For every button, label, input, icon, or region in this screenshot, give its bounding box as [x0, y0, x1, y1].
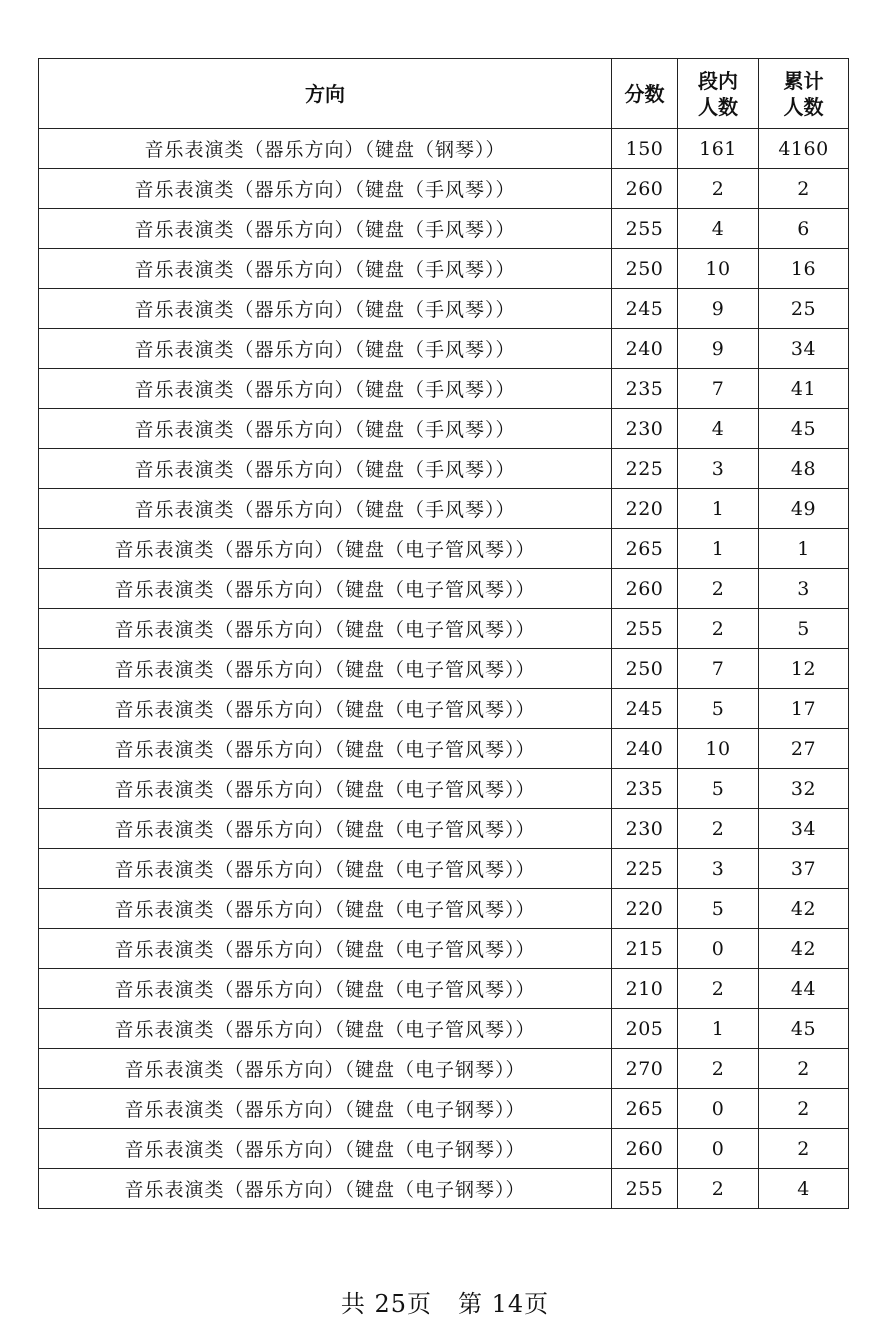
cell-direction: 音乐表演类（器乐方向）（键盘（手风琴））: [39, 409, 612, 449]
table-body: [39, 129, 849, 1209]
cell-in-band-count: 2: [678, 169, 759, 209]
table-row: [39, 849, 849, 889]
cell-direction: 音乐表演类（器乐方向）（键盘（电子管风琴））: [39, 849, 612, 889]
cell-in-band-count: 0: [678, 1089, 759, 1129]
page-footer: [0, 1284, 890, 1319]
cell-direction: 音乐表演类（器乐方向）（键盘（电子管风琴））: [39, 809, 612, 849]
cell-in-band-count: 1: [678, 529, 759, 569]
table-row: [39, 369, 849, 409]
cell-cumulative-count: 42: [759, 929, 849, 969]
cell-cumulative-count: 32: [759, 769, 849, 809]
cell-score: 260: [612, 1129, 678, 1169]
table-row: [39, 569, 849, 609]
cell-in-band-count: 2: [678, 969, 759, 1009]
cell-direction: 音乐表演类（器乐方向）（键盘（手风琴））: [39, 449, 612, 489]
cell-in-band-count: 4: [678, 209, 759, 249]
cell-in-band-count: 9: [678, 289, 759, 329]
cell-cumulative-count: 44: [759, 969, 849, 1009]
cell-score: 220: [612, 889, 678, 929]
cell-score: 240: [612, 329, 678, 369]
table-row: [39, 929, 849, 969]
total-pages: 共 25页: [340, 1290, 432, 1318]
cell-direction: 音乐表演类（器乐方向）（键盘（电子管风琴））: [39, 569, 612, 609]
cell-direction: 音乐表演类（器乐方向）（键盘（电子管风琴））: [39, 1009, 612, 1049]
cell-score: 240: [612, 729, 678, 769]
cell-score: 215: [612, 929, 678, 969]
table-row: [39, 129, 849, 169]
cell-direction: 音乐表演类（器乐方向）（键盘（钢琴））: [39, 129, 612, 169]
cell-direction: 音乐表演类（器乐方向）（键盘（电子管风琴））: [39, 689, 612, 729]
cell-score: 220: [612, 489, 678, 529]
cell-cumulative-count: 48: [759, 449, 849, 489]
cell-direction: 音乐表演类（器乐方向）（键盘（电子钢琴））: [39, 1169, 612, 1209]
cell-cumulative-count: 27: [759, 729, 849, 769]
header-score: 分数: [612, 59, 678, 129]
header-direction: 方向: [39, 59, 612, 129]
cell-direction: 音乐表演类（器乐方向）（键盘（电子管风琴））: [39, 649, 612, 689]
cell-score: 230: [612, 809, 678, 849]
cell-score: 255: [612, 209, 678, 249]
cell-in-band-count: 2: [678, 1169, 759, 1209]
cell-score: 210: [612, 969, 678, 1009]
table-row: [39, 329, 849, 369]
cell-cumulative-count: 45: [759, 409, 849, 449]
cell-score: 230: [612, 409, 678, 449]
cell-in-band-count: 10: [678, 249, 759, 289]
cell-score: 260: [612, 569, 678, 609]
cell-cumulative-count: 34: [759, 809, 849, 849]
cell-in-band-count: 2: [678, 1049, 759, 1089]
cell-score: 225: [612, 449, 678, 489]
table-row: [39, 889, 849, 929]
cell-cumulative-count: 4160: [759, 129, 849, 169]
cell-cumulative-count: 2: [759, 1089, 849, 1129]
cell-direction: 音乐表演类（器乐方向）（键盘（手风琴））: [39, 369, 612, 409]
cell-direction: 音乐表演类（器乐方向）（键盘（手风琴））: [39, 209, 612, 249]
cell-in-band-count: 0: [678, 929, 759, 969]
cell-direction: 音乐表演类（器乐方向）（键盘（电子钢琴））: [39, 1089, 612, 1129]
cell-score: 255: [612, 1169, 678, 1209]
cell-cumulative-count: 49: [759, 489, 849, 529]
cell-in-band-count: 5: [678, 689, 759, 729]
cell-in-band-count: 1: [678, 1009, 759, 1049]
table-row: [39, 1009, 849, 1049]
cell-cumulative-count: 41: [759, 369, 849, 409]
cell-direction: 音乐表演类（器乐方向）（键盘（电子钢琴））: [39, 1049, 612, 1089]
table-row: [39, 449, 849, 489]
cell-score: 245: [612, 289, 678, 329]
table-row: [39, 649, 849, 689]
cell-score: 150: [612, 129, 678, 169]
table-row: [39, 289, 849, 329]
cell-direction: 音乐表演类（器乐方向）（键盘（电子钢琴））: [39, 1129, 612, 1169]
cell-direction: 音乐表演类（器乐方向）（键盘（电子管风琴））: [39, 889, 612, 929]
table-row: [39, 249, 849, 289]
cell-score: 245: [612, 689, 678, 729]
cell-score: 265: [612, 529, 678, 569]
table-row: [39, 489, 849, 529]
cell-direction: 音乐表演类（器乐方向）（键盘（手风琴））: [39, 169, 612, 209]
cell-cumulative-count: 1: [759, 529, 849, 569]
cell-in-band-count: 2: [678, 809, 759, 849]
cell-direction: 音乐表演类（器乐方向）（键盘（电子管风琴））: [39, 729, 612, 769]
cell-in-band-count: 10: [678, 729, 759, 769]
cell-score: 235: [612, 369, 678, 409]
table-row: [39, 1049, 849, 1089]
cell-in-band-count: 5: [678, 769, 759, 809]
cell-cumulative-count: 45: [759, 1009, 849, 1049]
table-row: [39, 1129, 849, 1169]
cell-direction: 音乐表演类（器乐方向）（键盘（手风琴））: [39, 249, 612, 289]
header-cumulative-count: 累计 人数: [759, 59, 849, 129]
cell-cumulative-count: 2: [759, 1049, 849, 1089]
table-row: [39, 969, 849, 1009]
cell-in-band-count: 7: [678, 369, 759, 409]
cell-direction: 音乐表演类（器乐方向）（键盘（手风琴））: [39, 289, 612, 329]
cell-in-band-count: 0: [678, 1129, 759, 1169]
cell-cumulative-count: 16: [759, 249, 849, 289]
cell-in-band-count: 5: [678, 889, 759, 929]
cell-cumulative-count: 2: [759, 1129, 849, 1169]
score-distribution-table: [38, 58, 849, 1209]
table-row: [39, 209, 849, 249]
cell-cumulative-count: 37: [759, 849, 849, 889]
cell-direction: 音乐表演类（器乐方向）（键盘（电子管风琴））: [39, 529, 612, 569]
cell-direction: 音乐表演类（器乐方向）（键盘（手风琴））: [39, 489, 612, 529]
cell-in-band-count: 2: [678, 569, 759, 609]
cell-score: 270: [612, 1049, 678, 1089]
table-row: [39, 1089, 849, 1129]
cell-in-band-count: 9: [678, 329, 759, 369]
table-row: [39, 769, 849, 809]
cell-in-band-count: 2: [678, 609, 759, 649]
cell-in-band-count: 1: [678, 489, 759, 529]
cell-score: 250: [612, 649, 678, 689]
cell-cumulative-count: 34: [759, 329, 849, 369]
cell-direction: 音乐表演类（器乐方向）（键盘（电子管风琴））: [39, 969, 612, 1009]
header-row: [39, 59, 849, 129]
table-header: [39, 59, 849, 129]
cell-cumulative-count: 4: [759, 1169, 849, 1209]
cell-cumulative-count: 25: [759, 289, 849, 329]
current-page: 第 14页: [458, 1290, 550, 1318]
cell-cumulative-count: 5: [759, 609, 849, 649]
cell-direction: 音乐表演类（器乐方向）（键盘（电子管风琴））: [39, 769, 612, 809]
cell-cumulative-count: 3: [759, 569, 849, 609]
cell-in-band-count: 161: [678, 129, 759, 169]
cell-cumulative-count: 17: [759, 689, 849, 729]
cell-direction: 音乐表演类（器乐方向）（键盘（电子管风琴））: [39, 609, 612, 649]
table-row: [39, 529, 849, 569]
cell-score: 250: [612, 249, 678, 289]
cell-in-band-count: 4: [678, 409, 759, 449]
cell-score: 255: [612, 609, 678, 649]
cell-in-band-count: 3: [678, 449, 759, 489]
cell-cumulative-count: 12: [759, 649, 849, 689]
table-row: [39, 609, 849, 649]
cell-in-band-count: 7: [678, 649, 759, 689]
cell-score: 265: [612, 1089, 678, 1129]
cell-cumulative-count: 42: [759, 889, 849, 929]
table-row: [39, 409, 849, 449]
cell-score: 260: [612, 169, 678, 209]
cell-score: 235: [612, 769, 678, 809]
cell-cumulative-count: 2: [759, 169, 849, 209]
table-row: [39, 809, 849, 849]
cell-direction: 音乐表演类（器乐方向）（键盘（电子管风琴））: [39, 929, 612, 969]
table-row: [39, 169, 849, 209]
table-row: [39, 689, 849, 729]
cell-score: 225: [612, 849, 678, 889]
cell-cumulative-count: 6: [759, 209, 849, 249]
table-row: [39, 729, 849, 769]
table-row: [39, 1169, 849, 1209]
cell-in-band-count: 3: [678, 849, 759, 889]
header-in-band-count: 段内 人数: [678, 59, 759, 129]
cell-direction: 音乐表演类（器乐方向）（键盘（手风琴））: [39, 329, 612, 369]
cell-score: 205: [612, 1009, 678, 1049]
